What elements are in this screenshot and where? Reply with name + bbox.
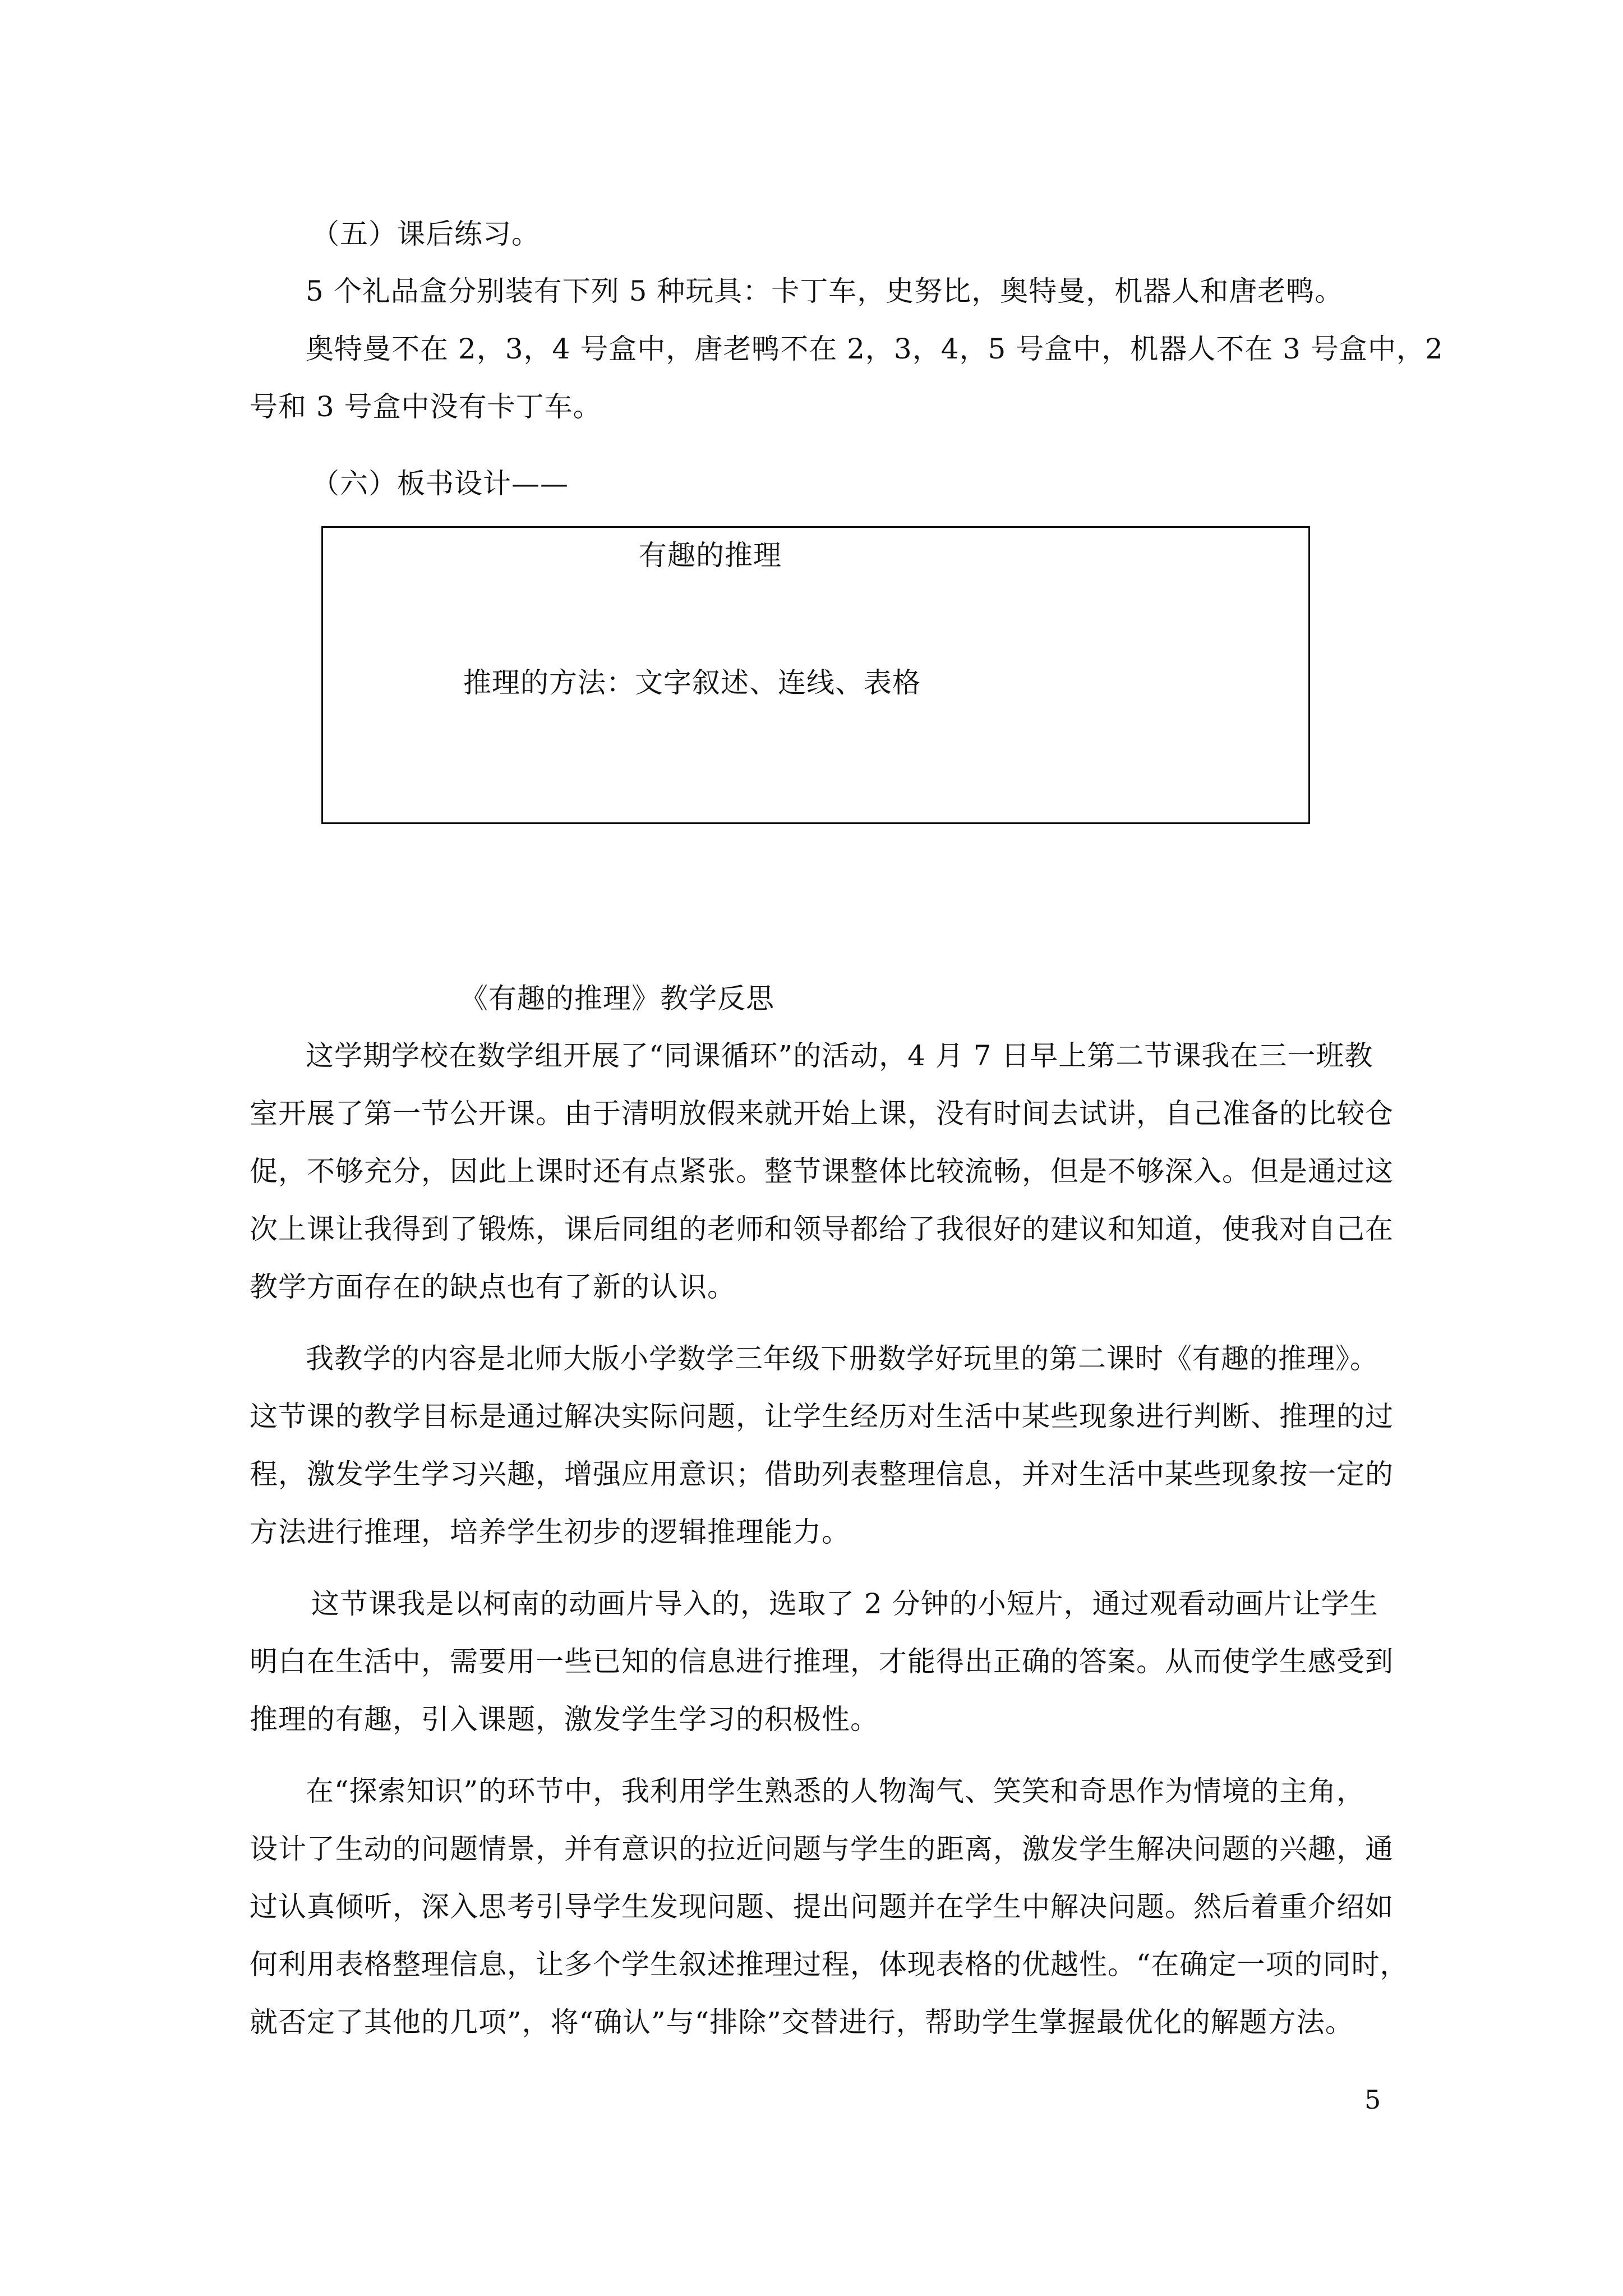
- reflection-p1-line-3: 促，不够充分，因此上课时还有点紧张。整节课整体比较流畅，但是不够深入。但是通过这: [250, 1155, 1394, 1188]
- section-five-line-1: 5 个礼品盒分别装有下列 5 种玩具：卡丁车，史努比，奥特曼，机器人和唐老鸭。: [306, 275, 1344, 307]
- reflection-p4-line-5: 就否定了其他的几项”，将“确认”与“排除”交替进行，帮助学生掌握最优化的解题方法。: [250, 2006, 1354, 2039]
- section-five-line-2: 奥特曼不在 2，3，4 号盒中，唐老鸭不在 2，3，4，5 号盒中，机器人不在 3 号盒中，2: [306, 333, 1444, 365]
- board-title: 有趣的推理: [639, 539, 782, 572]
- reflection-p1-line-4: 次上课让我得到了锻炼，课后同组的老师和领导都给了我很好的建议和知道，使我对自己在: [250, 1213, 1394, 1245]
- reflection-p1-line-1: 这学期学校在数学组开展了“同课循环”的活动，4 月 7 日早上第二节课我在三一班教: [306, 1039, 1373, 1072]
- reflection-title: 《有趣的推理》教学反思: [460, 982, 774, 1015]
- reflection-p2-line-1: 我教学的内容是北师大版小学数学三年级下册数学好玩里的第二课时《有趣的推理》。: [306, 1342, 1378, 1375]
- board-design-box: [321, 526, 1310, 824]
- reflection-p3-line-3: 推理的有趣，引入课题，激发学生学习的积极性。: [250, 1703, 879, 1736]
- reflection-p3-line-1: 这节课我是以柯南的动画片导入的，选取了 2 分钟的小短片，通过观看动画片让学生: [311, 1588, 1378, 1620]
- reflection-p2-line-3: 程，激发学生学习兴趣，增强应用意识；借助列表整理信息，并对生活中某些现象按一定的: [250, 1458, 1394, 1490]
- reflection-p4-line-3: 过认真倾听，深入思考引导学生发现问题、提出问题并在学生中解决问题。然后着重介绍如: [250, 1890, 1394, 1923]
- board-methods: 推理的方法：文字叙述、连线、表格: [463, 666, 921, 699]
- reflection-p1-line-2: 室开展了第一节公开课。由于清明放假来就开始上课，没有时间去试讲，自己准备的比较仓: [250, 1097, 1394, 1130]
- page-number: 5: [1364, 2085, 1381, 2115]
- reflection-p4-line-4: 何利用表格整理信息，让多个学生叙述推理过程，体现表格的优越性。“在确定一项的同时，: [250, 1948, 1409, 1981]
- section-five-line-3: 号和 3 号盒中没有卡丁车。: [250, 390, 602, 423]
- reflection-p2-line-4: 方法进行推理，培养学生初步的逻辑推理能力。: [250, 1516, 850, 1548]
- reflection-p1-line-5: 教学方面存在的缺点也有了新的认识。: [250, 1271, 736, 1303]
- reflection-p3-line-2: 明白在生活中，需要用一些已知的信息进行推理，才能得出正确的答案。从而使学生感受到: [250, 1645, 1394, 1678]
- section-five-heading: （五）课后练习。: [311, 218, 540, 250]
- reflection-p4-line-1: 在“探索知识”的环节中，我利用学生熟悉的人物淘气、笑笑和奇思作为情境的主角，: [306, 1775, 1366, 1807]
- reflection-p4-line-2: 设计了生动的问题情景，并有意识的拉近问题与学生的距离，激发学生解决问题的兴趣，通: [250, 1833, 1394, 1865]
- reflection-p2-line-2: 这节课的教学目标是通过解决实际问题，让学生经历对生活中某些现象进行判断、推理的过: [250, 1400, 1394, 1433]
- section-six-heading: （六）板书设计——: [311, 467, 569, 500]
